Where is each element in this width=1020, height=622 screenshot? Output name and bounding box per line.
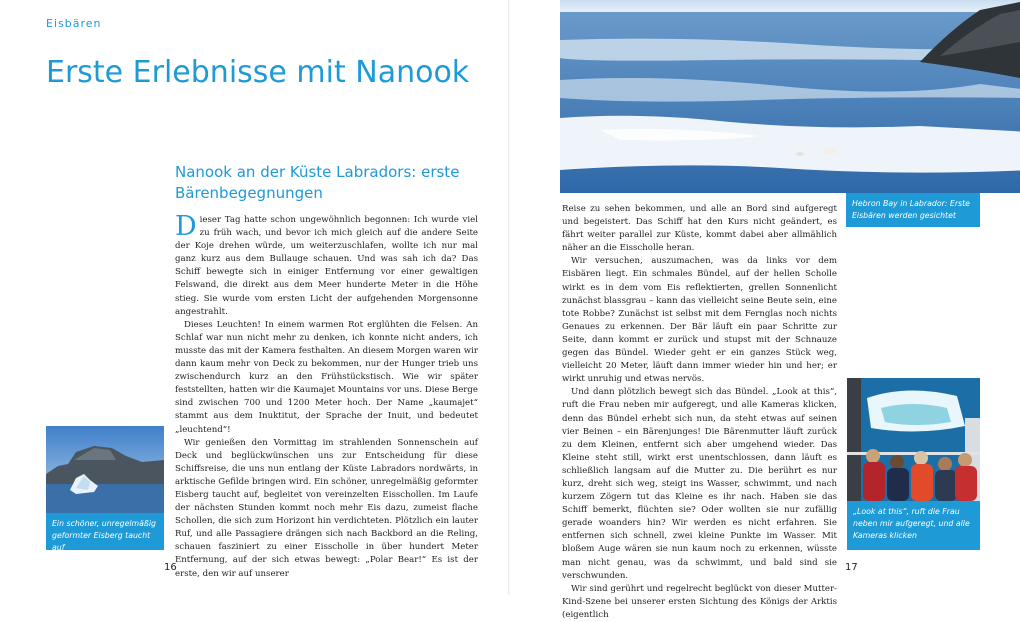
passengers-image <box>847 378 980 501</box>
right-body-text <box>562 203 837 622</box>
right-paragraph: Und dann plötzlich bewegt sich das Bündel. „Look at this“, ruft die Frau neben mir aufgeregt, und alle Kameras klicken, denn das Bündel erhebt sich nun, da steht etwas auf seinen vier Beinen – ein Bärenjunges! Die Bärenmutter läuft zurück zu dem Kleinen, entfernt sich aber umgehend wieder. Das Kleine steht still, wirkt erst unentschlossen, dann läuft es schließlich langsam auf die Mutter zu. Die berührt es nur kurz, dreht sich weg, steigt ins Wasser, schwimmt, und nach kurzem Zögern tut das Kleine es ihr nach. Haben sie das Schiff bemerkt, flüchten sie? Oder wollten sie nur zufällig gerade woanders hin? Wir werden es nicht erfahren. Sie entfernen sich schnell, zwei kleine Punkte im Wasser. Mit bloßem Auge wären sie nun kaum noch zu erkennen, wüsste man nicht genau, was da schwimmt, und bald sind sie verschwunden. <box>562 387 837 581</box>
page-number-right: 17 <box>845 562 858 573</box>
left-paragraph: Wir genießen den Vormittag im strahlenden Sonnenschein auf Deck und beglückwünschen uns zur Entscheidung für diese Schiffsreise, die uns nun entlang der Küste Labradors nordwärts, in arktische Gefilde bringen wird. Ein schöner, unregelmäßig geformter Eisberg taucht auf, begleitet von vereinzelten Eisschollen. Im Laufe der nächsten Stunden kommt noch mehr Eis dazu, zumeist flache Schollen, die sich zum Horizont hin verdichteten. Plötzlich ein lauter Ruf, und alle Passagiere drängen sich nach Backbord an die Reling, schauen fasziniert zu einer Eisscholle in über hundert Meter Entfernung, auf der sich etwas bewegt: „Polar Bear!“ Es ist der erste, den wir auf unserer <box>175 437 478 579</box>
left-paragraph: Dieser Tag hatte schon ungewöhnlich begonnen: Ich wurde viel zu früh wach, und bevor ich mich gleich auf die andere Seite der Koje drehen würde, um weiterzuschlafen, wollte ich nur mal ganz kurz aus dem Bullauge schauen. Und was sah ich da? Das Schiff bewegte sich in einiger Entfernung vor einer gewaltigen Felswand, die direkt aus dem Meer hunderte Meter in die Höhe stieg. Sie wurde vom ersten Licht der aufgehenden Morgensonne angestrahlt. <box>175 211 478 317</box>
right-paragraph: Wir sind gerührt und regelrecht beglückt von dieser Mutter-Kind-Szene bei unserer ersten Sichtung des Königs der Arktis (eigentlich <box>562 583 837 620</box>
iceberg-photo-caption: Ein schöner, unregelmäßig geformter Eisberg taucht auf <box>46 513 164 550</box>
hebron-bay-caption: Hebron Bay in Labrador: Erste Eisbären werden gesichtet <box>846 193 980 227</box>
right-paragraph: Reise zu sehen bekommen, und alle an Bord sind aufgeregt und begeistert. Das Schiff hat den Kurs nicht geändert, es fährt weiter parallel zur Küste, kommt dabei aber allmählich näher an die Eisscholle heran. <box>562 204 837 254</box>
drop-cap: D <box>175 211 197 242</box>
left-page <box>0 0 510 595</box>
page-number-left: 16 <box>164 562 177 573</box>
passengers-caption: „Look at this“, ruft die Frau neben mir aufgeregt, und alle Kameras klicken <box>847 501 980 550</box>
chapter-subtitle: Nanook an der Küste Labradors: erste Bärenbegegnungen <box>175 163 460 202</box>
iceberg-photo <box>46 426 164 513</box>
section-tag: Eisbären <box>46 17 102 30</box>
hebron-bay-image <box>560 0 1020 193</box>
left-paragraph: Dieses Leuchten! In einem warmen Rot erglühten die Felsen. An Schlaf war nun nicht mehr zu denken, ich konnte nicht anders, ich musste das mit der Kamera festhalten. An diesem Morgen waren wir dann kaum mehr von Deck zu bekommen, nur der Hunger trieb uns zwischendurch kurz an den Frühstückstisch. Wie wir später feststellten, hatten wir die Kaumajet Mountains vor uns. Diese Berge sind zwischen 700 und 1200 Meter hoch. Der Name „kaumajet“ stammt aus dem Inuktitut, der Sprache der Inuit, und bedeutet „leuchtend“! <box>175 319 478 435</box>
iceberg-photo-image <box>46 426 164 513</box>
right-page <box>510 0 1020 620</box>
passengers-photo <box>847 378 980 501</box>
left-body-text <box>175 211 478 581</box>
right-paragraph: Wir versuchen, auszumachen, was da links vor dem Eisbären liegt. Ein schmales Bündel, auf der hellen Scholle wirkt es in dem vom Eis reflektierten, grellen Sonnenlicht zunächst blassgrau – kann das vielleicht seine Beute sein, eine tote Robbe? Zunächst ist selbst mit dem Fernglas noch nichts Genaues zu erkennen. Der Bär läuft ein paar Schritte zur Seite, dann kommt er zurück und stupst mit der Schnauze gegen das Bündel. Wieder geht er ein ganzes Stück weg, vielleicht 20 Meter, läuft dann immer wieder hin und her; er wirkt unruhig und etwas nervös. <box>562 256 837 385</box>
hebron-bay-photo <box>560 0 1020 193</box>
chapter-title: Erste Erlebnisse mit Nanook <box>46 55 470 90</box>
